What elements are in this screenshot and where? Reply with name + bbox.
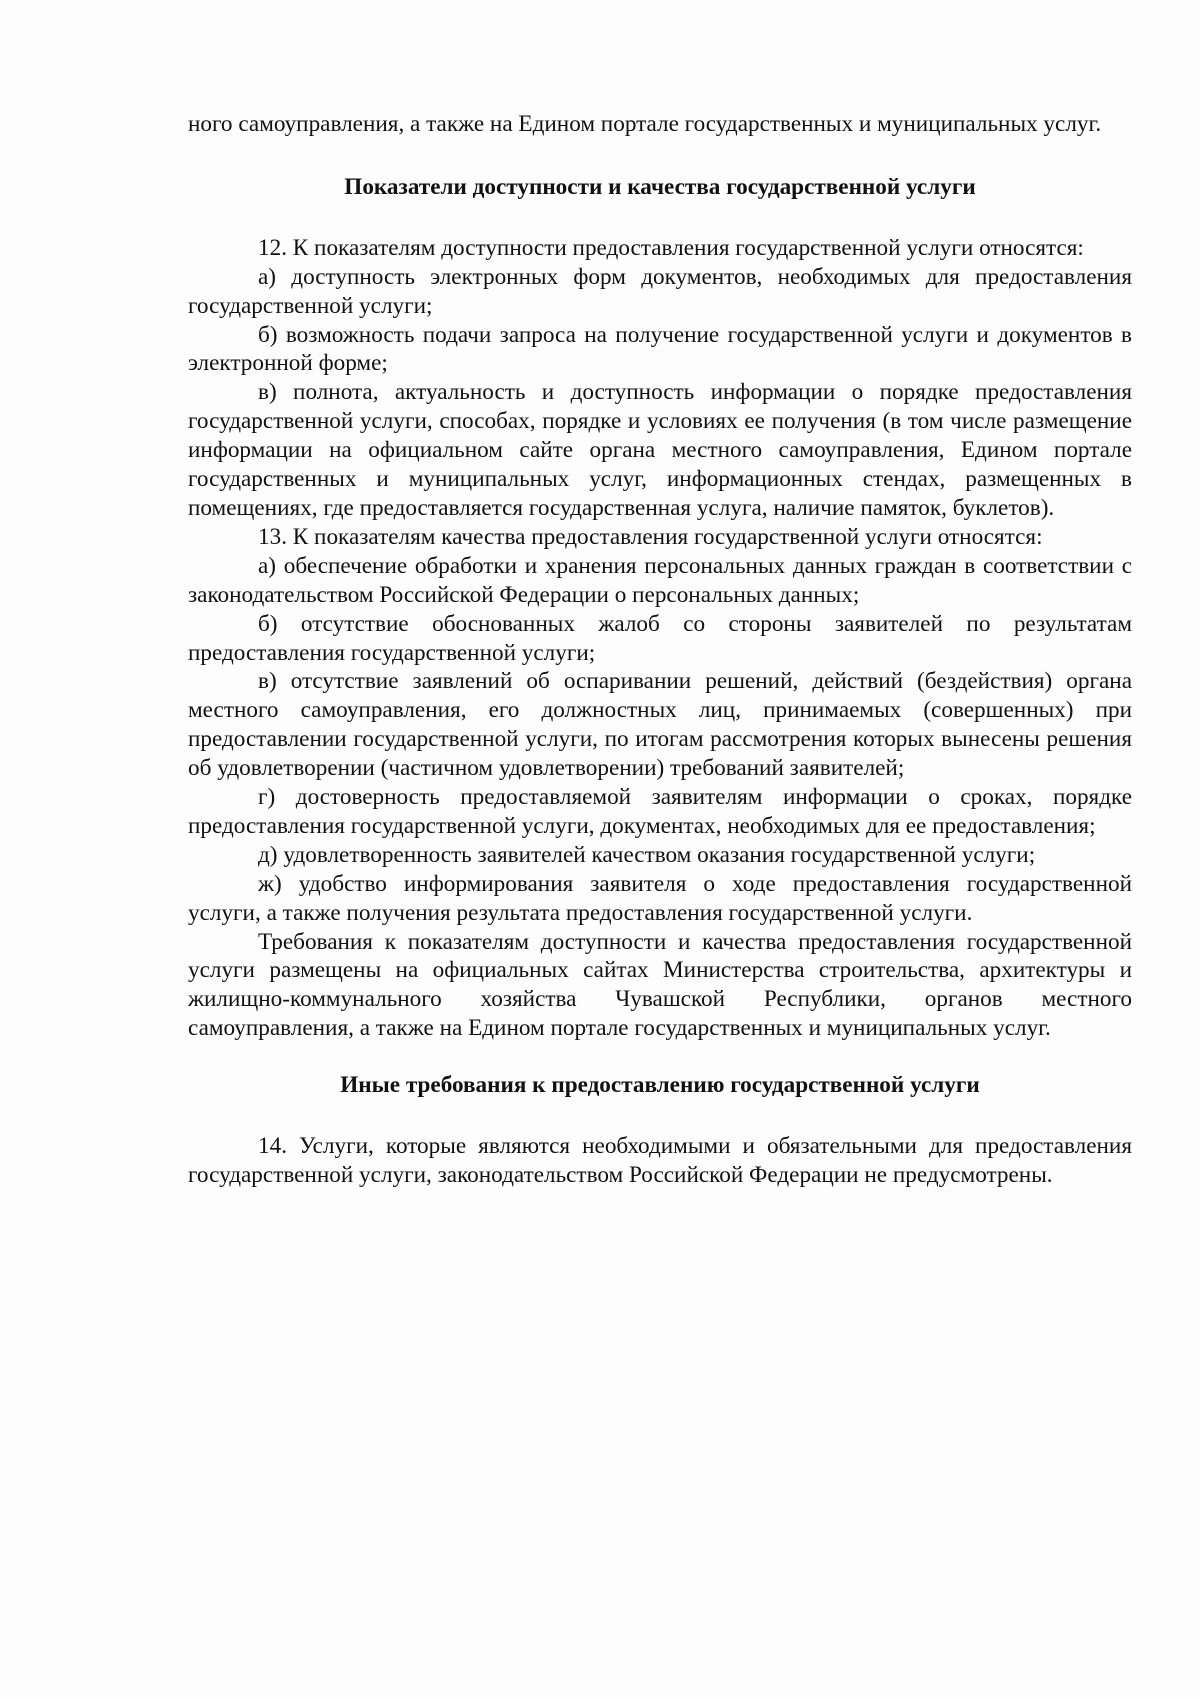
clause-12-intro: 12. К показателям доступности предоставления государственной услуги относятся: [258, 234, 1084, 261]
heading-availability-quality: Показатели доступности и качества государственной услуги [344, 173, 976, 200]
clause-12-item-b: б) возможность подачи запроса на получение государственной услуги и документов в электронной форме; [188, 321, 1132, 377]
clause-13-item-zh: ж) удобство информирования заявителя о ходе предоставления государственной услуги, а также получения результата предоставления государственной услуги. [188, 870, 1132, 926]
heading-other-requirements: Иные требования к предоставлению государственной услуги [340, 1072, 980, 1099]
clause-12-item-v: в) полнота, актуальность и доступность информации о порядке предоставления государственной услуги, способах, порядке и условиях ее получения (в том числе размещение информации на официальном сайте органа местного самоуправления, Едином портале государственных и муниципальных услуг, информационных стендах, размещенных в помещениях, где предоставляется государственная услуга, наличие памяток, буклетов). [188, 379, 1132, 521]
intro-continuation: ного самоуправления, а также на Едином портале государственных и муниципальных услуг. [188, 111, 1102, 137]
text-column [188, 110, 1132, 1190]
clause-13-item-d: д) удовлетворенность заявителей качеством оказания государственной услуги; [258, 841, 1036, 868]
clause-12-item-a: а) доступность электронных форм документов, необходимых для предоставления государственной услуги; [188, 263, 1132, 319]
clause-13-item-v: в) отсутствие заявлений об оспаривании решений, действий (бездействия) органа местного самоуправления, его должностных лиц, принимаемых (совершенных) при предоставлении государственной услуги, по итогам рассмотрения которых вынесены решения об удовлетворении (частичном удовлетворении) требований заявителей; [188, 668, 1132, 782]
clause-13-item-a: а) обеспечение обработки и хранения персональных данных граждан в соответствии с законодательством Российской Федерации о персональных данных; [188, 552, 1132, 608]
clause-13-intro: 13. К показателям качества предоставления государственной услуги относятся: [258, 523, 1043, 550]
requirements-note: Требования к показателям доступности и качества предоставления государственной услуги размещены на официальных сайтах Министерства строительства, архитектуры и жилищно-коммунального хозяйства Чувашской Республики, органов местного самоуправления, а также на Едином портале государственных и муниципальных услуг. [188, 928, 1132, 1042]
clause-13-item-g: г) достоверность предоставляемой заявителям информации о сроках, порядке предоставления государственной услуги, документах, необходимых для ее предоставления; [188, 784, 1132, 839]
clause-14: 14. Услуги, которые являются необходимыми и обязательными для предоставления государственной услуги, законодательством Российской Федерации не предусмотрены. [188, 1133, 1132, 1188]
clause-13-item-b: б) отсутствие обоснованных жалоб со стороны заявителей по результатам предоставления государственной услуги; [188, 610, 1132, 666]
